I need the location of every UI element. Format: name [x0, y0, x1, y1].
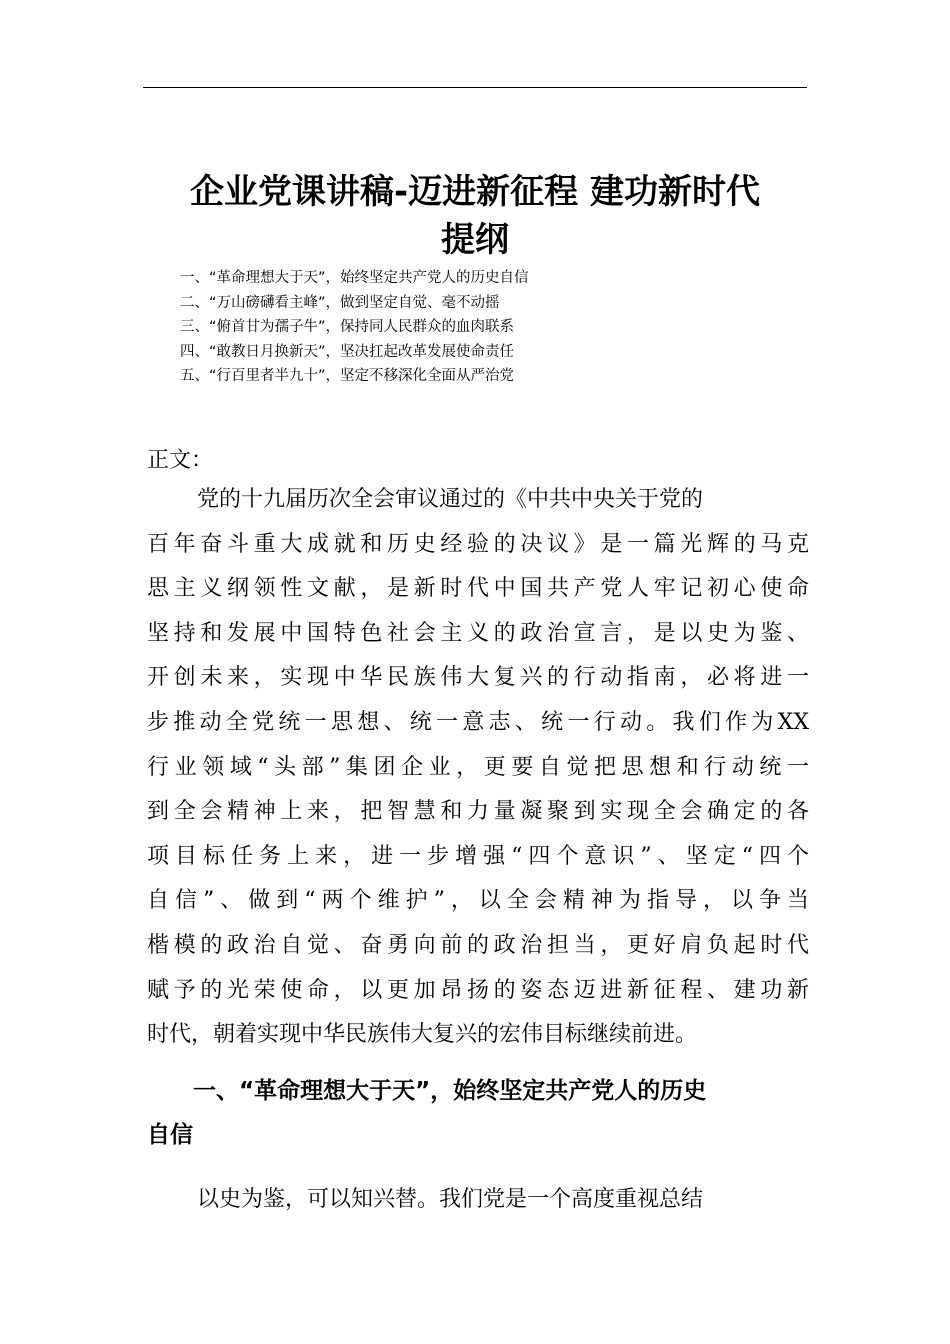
section-heading-line: 自信: [147, 1122, 193, 1148]
document-title: 企业党课讲稿-迈进新征程 建功新时代: [190, 172, 760, 212]
intro-paragraph: [147, 478, 809, 1058]
paragraph-line: 以史为鉴，可以知兴替。我们党是一个高度重视总结: [197, 1187, 704, 1212]
paragraph-line: 自信”、做到“两个维护”，以全会精神为指导，以争当: [147, 888, 809, 914]
paragraph-line: 行业领域“头部”集团企业，更要自觉把思想和行动统一: [147, 754, 809, 780]
section-heading: [147, 1069, 809, 1157]
paragraph-line: 步推动全党统一思想、统一意志、统一行动。我们作为XX: [147, 709, 809, 735]
outline-item: 四、“敢教日月换新天”，坚决扛起改革发展使命责任: [180, 343, 515, 360]
paragraph-line: 项目标任务上来，进一步增强“四个意识”、坚定“四个: [147, 843, 809, 869]
document-title-subtitle: 提纲: [441, 220, 509, 260]
paragraph-line: 党的十九届历次全会审议通过的《中共中央关于党的: [197, 487, 704, 512]
section-heading-line: 一、“革命理想大于天”，始终坚定共产党人的历史: [193, 1078, 707, 1104]
outline-item: 五、“行百里者半九十”，坚定不移深化全面从严治党: [180, 368, 515, 384]
outline-item: 一、“革命理想大于天”，始终坚定共产党人的历史自信: [180, 270, 529, 286]
paragraph-line: 到全会精神上来，把智慧和力量凝聚到实现全会确定的各: [147, 799, 809, 825]
section-paragraph: [147, 1178, 809, 1223]
paragraph-line: 思主义纲领性文献，是新时代中国共产党人牢记初心使命: [147, 576, 809, 602]
paragraph-line: 开创未来，实现中华民族伟大复兴的行动指南，必将进一: [147, 665, 809, 691]
paragraph-line: 时代，朝着实现中华民族伟大复兴的宏伟目标继续前进。: [147, 1022, 698, 1048]
body-label: 正文：: [147, 448, 214, 473]
outline-list: [180, 266, 780, 389]
outline-item: 三、“俯首甘为孺子牛”，保持同人民群众的血肉联系: [180, 319, 515, 335]
outline-item: 二、“万山磅礴看主峰”，做到坚定自觉、毫不动摇: [180, 294, 500, 311]
paragraph-line: 赋予的光荣使命，以更加昂扬的姿态迈进新征程、建功新: [147, 977, 809, 1003]
paragraph-line: 坚持和发展中国特色社会主义的政治宣言，是以史为鉴、: [147, 620, 809, 646]
header-rule: [143, 87, 807, 88]
paragraph-line: 百年奋斗重大成就和历史经验的决议》是一篇光辉的马克: [147, 531, 809, 557]
paragraph-line: 楷模的政治自觉、奋勇向前的政治担当，更好肩负起时代: [147, 932, 809, 958]
